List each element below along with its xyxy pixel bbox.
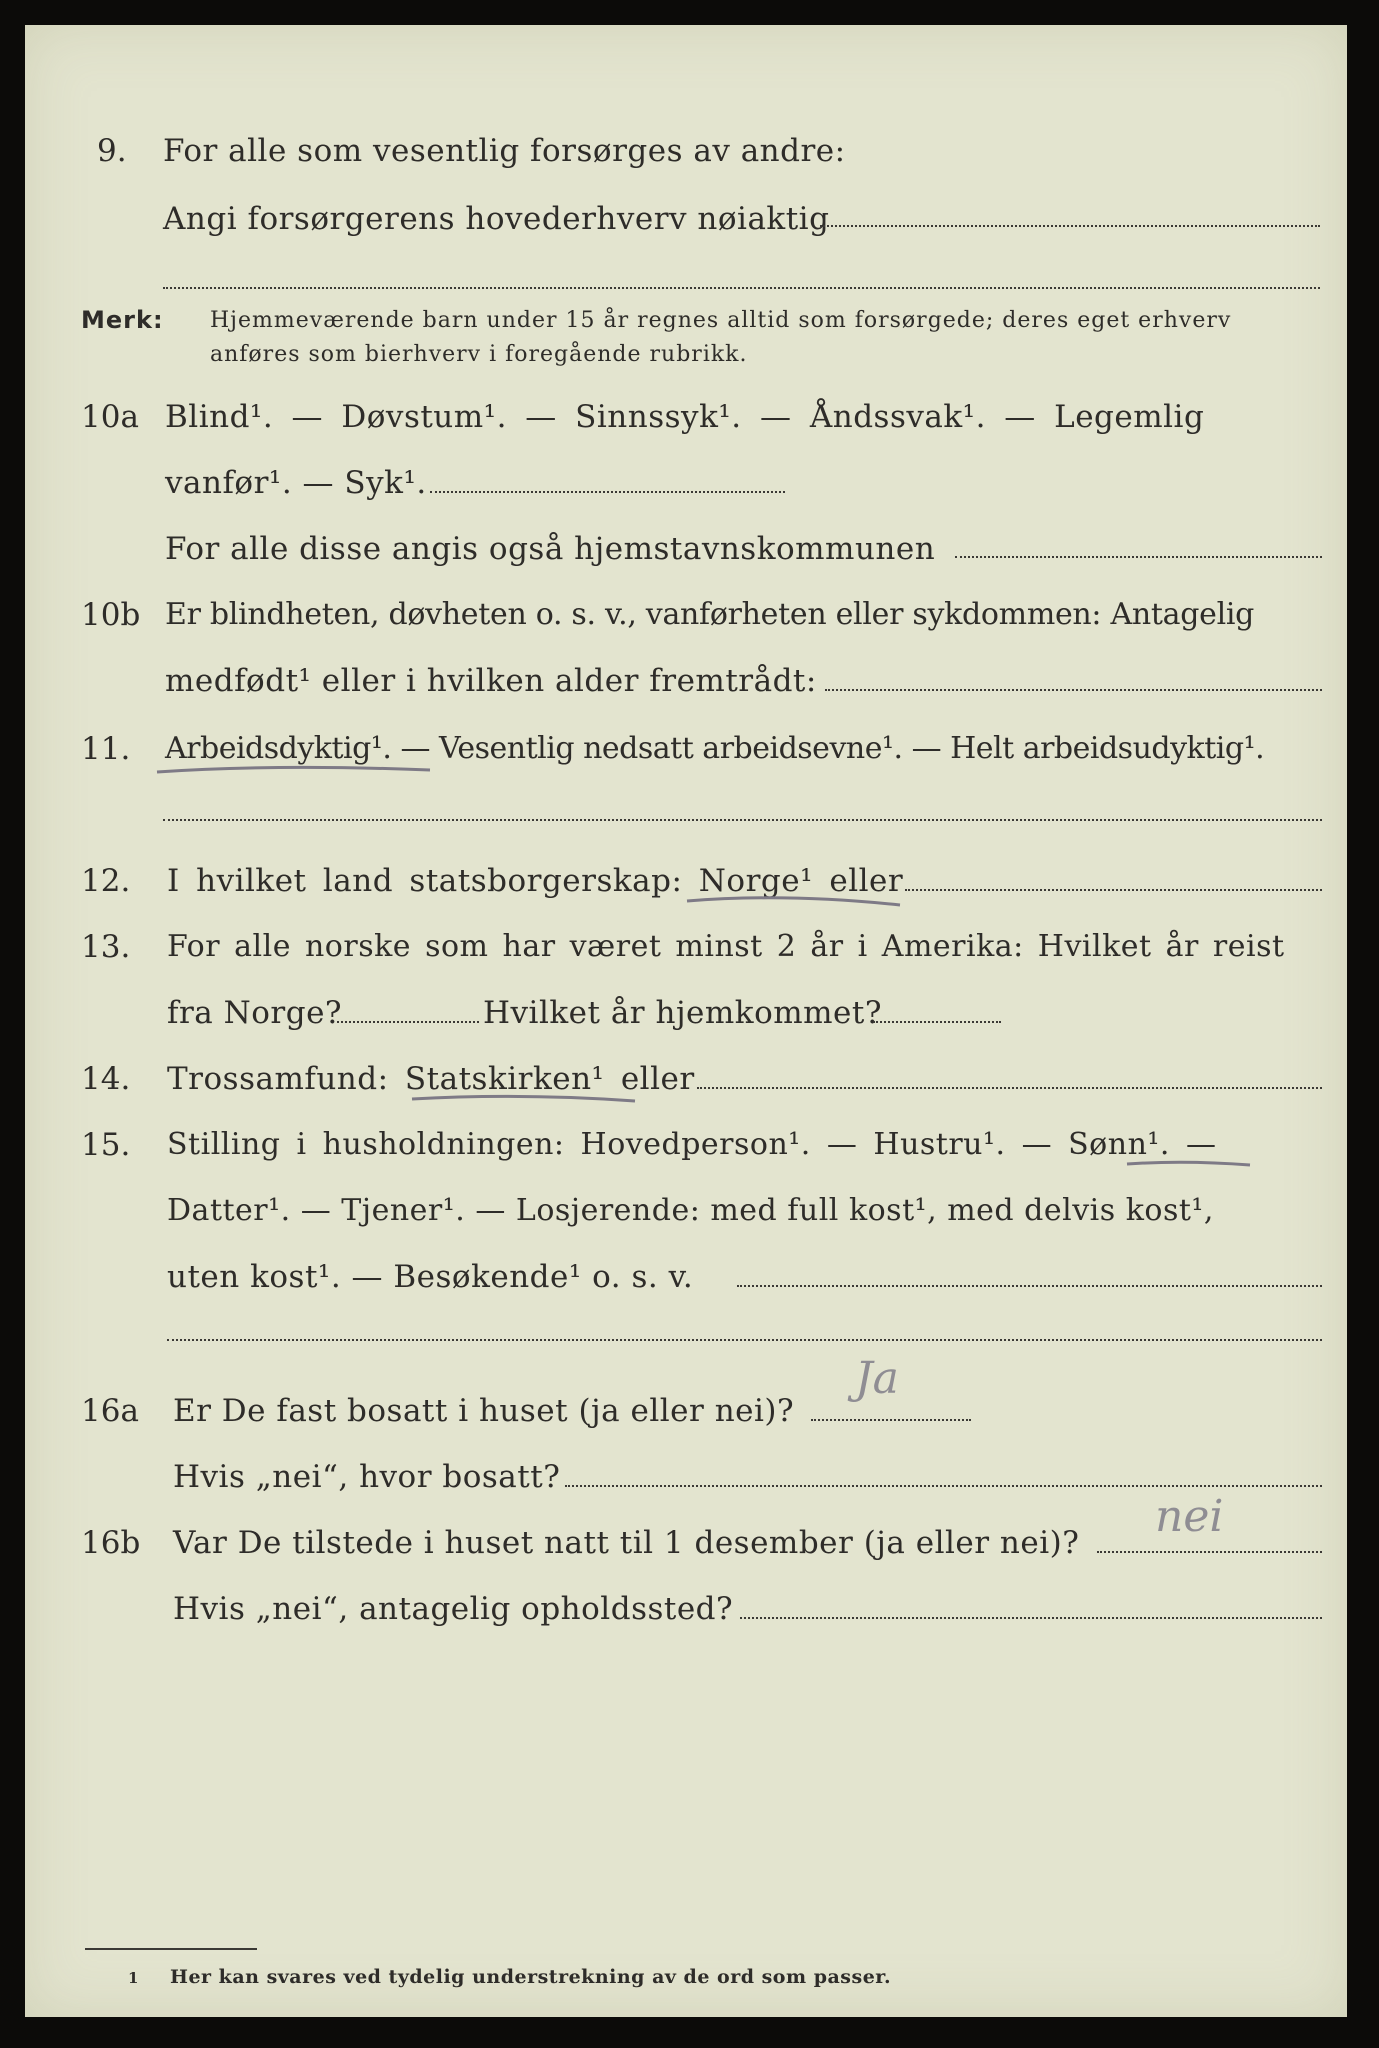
q12-number: 12. (81, 863, 131, 899)
q11-number: 11. (81, 731, 131, 767)
q13-line1: For alle norske som har været minst 2 år i Amerika: Hvilket år reist (167, 929, 1285, 964)
q10a-sick-line (430, 491, 785, 493)
q9-answer-line (820, 225, 1320, 227)
q15-line3: uten kost¹. — Besøkende¹ o. s. v. (167, 1259, 694, 1295)
q14-underline-mark (410, 1089, 640, 1109)
q14-number: 14. (81, 1061, 131, 1097)
q10b-answer-line (825, 689, 1322, 691)
q9-number: 9. (97, 133, 127, 169)
q10b-line1: Er blindheten, døvheten o. s. v., vanførheten eller sykdommen: Antagelig (165, 597, 1255, 632)
census-form-page (25, 25, 1347, 2017)
q16b-answer-line (1097, 1551, 1322, 1553)
q10b-number: 10b (81, 597, 141, 633)
footnote-text: Her kan svares ved tydelig understrekning av de ord som passer. (170, 1966, 892, 1988)
q15-answer-line (737, 1285, 1322, 1287)
footnote-mark: 1 (128, 1969, 139, 1987)
footnote-separator (85, 1948, 257, 1950)
q13-line2b: Hvilket år hjemkommet? (483, 995, 882, 1031)
q15-line2: Datter¹. — Tjener¹. — Losjerende: med full kost¹, med delvis kost¹, (167, 1193, 1214, 1228)
q11-line1: Arbeidsdyktig¹. — Vesentlig nedsatt arbeidsevne¹. — Helt arbeidsudyktig¹. (165, 731, 1265, 766)
q14-line1: Trossamfund: Statskirken¹ eller (167, 1061, 695, 1097)
q16a-line2: Hvis „nei“, hvor bosatt? (173, 1459, 561, 1495)
q13-line2a: fra Norge? (167, 995, 343, 1031)
q12-underline-mark (685, 891, 905, 913)
q16b-line2: Hvis „nei“, antagelig opholdssted? (173, 1591, 734, 1627)
q9-answer-line-2 (163, 287, 1320, 289)
q10a-home-municipality-line (955, 556, 1322, 558)
q16a-answer-line (811, 1419, 971, 1421)
q15-number: 15. (81, 1127, 131, 1163)
q16b-number: 16b (81, 1525, 141, 1561)
q10a-number: 10a (81, 399, 139, 435)
q15-line1: Stilling i husholdningen: Hovedperson¹. — Hustru¹. — Sønn¹. — (167, 1127, 1217, 1162)
q16b-line1: Var De tilstede i huset natt til 1 desember (ja eller nei)? (173, 1525, 1080, 1561)
q16a-handwritten-answer: Ja (855, 1353, 899, 1404)
q16a-number: 16a (81, 1393, 139, 1429)
q11-answer-line (163, 819, 1322, 821)
merk-line1: Hjemmeværende barn under 15 år regnes alltid som forsørgede; deres eget erhverv (210, 308, 1232, 333)
q10b-line2: medfødt¹ eller i hvilken alder fremtrådt: (165, 663, 817, 699)
q14-answer-line (697, 1087, 1322, 1089)
q13-return-year-line (873, 1021, 1001, 1023)
q10a-line1: Blind¹. — Døvstum¹. — Sinnssyk¹. — Åndssvak¹. — Legemlig (165, 399, 1205, 435)
q9-line2: Angi forsørgerens hovederhverv nøiaktig (163, 201, 830, 237)
q9-line1: For alle som vesentlig forsørges av andre: (163, 133, 846, 169)
q12-answer-line (905, 889, 1322, 891)
q16a-line1: Er De fast bosatt i huset (ja eller nei)? (173, 1393, 795, 1429)
merk-label: Merk: (81, 306, 164, 334)
q15-answer-line-2 (167, 1339, 1322, 1341)
q10a-line3: For alle disse angis også hjemstavnskommunen (165, 531, 936, 567)
q15-underline-mark (1125, 1156, 1255, 1174)
q16b-whereabouts-line (740, 1617, 1322, 1619)
q10a-line2: vanfør¹. — Syk¹. (165, 465, 427, 501)
q13-left-year-line (337, 1021, 479, 1023)
q12-line1: I hvilket land statsborgerskap: Norge¹ eller (167, 863, 904, 899)
merk-line2: anføres som bierhverv i foregående rubrikk. (210, 342, 748, 367)
q16b-handwritten-answer: nei (1155, 1491, 1224, 1542)
q16a-residence-line (565, 1485, 1322, 1487)
q13-number: 13. (81, 929, 131, 965)
q11-underline-mark (155, 760, 435, 780)
